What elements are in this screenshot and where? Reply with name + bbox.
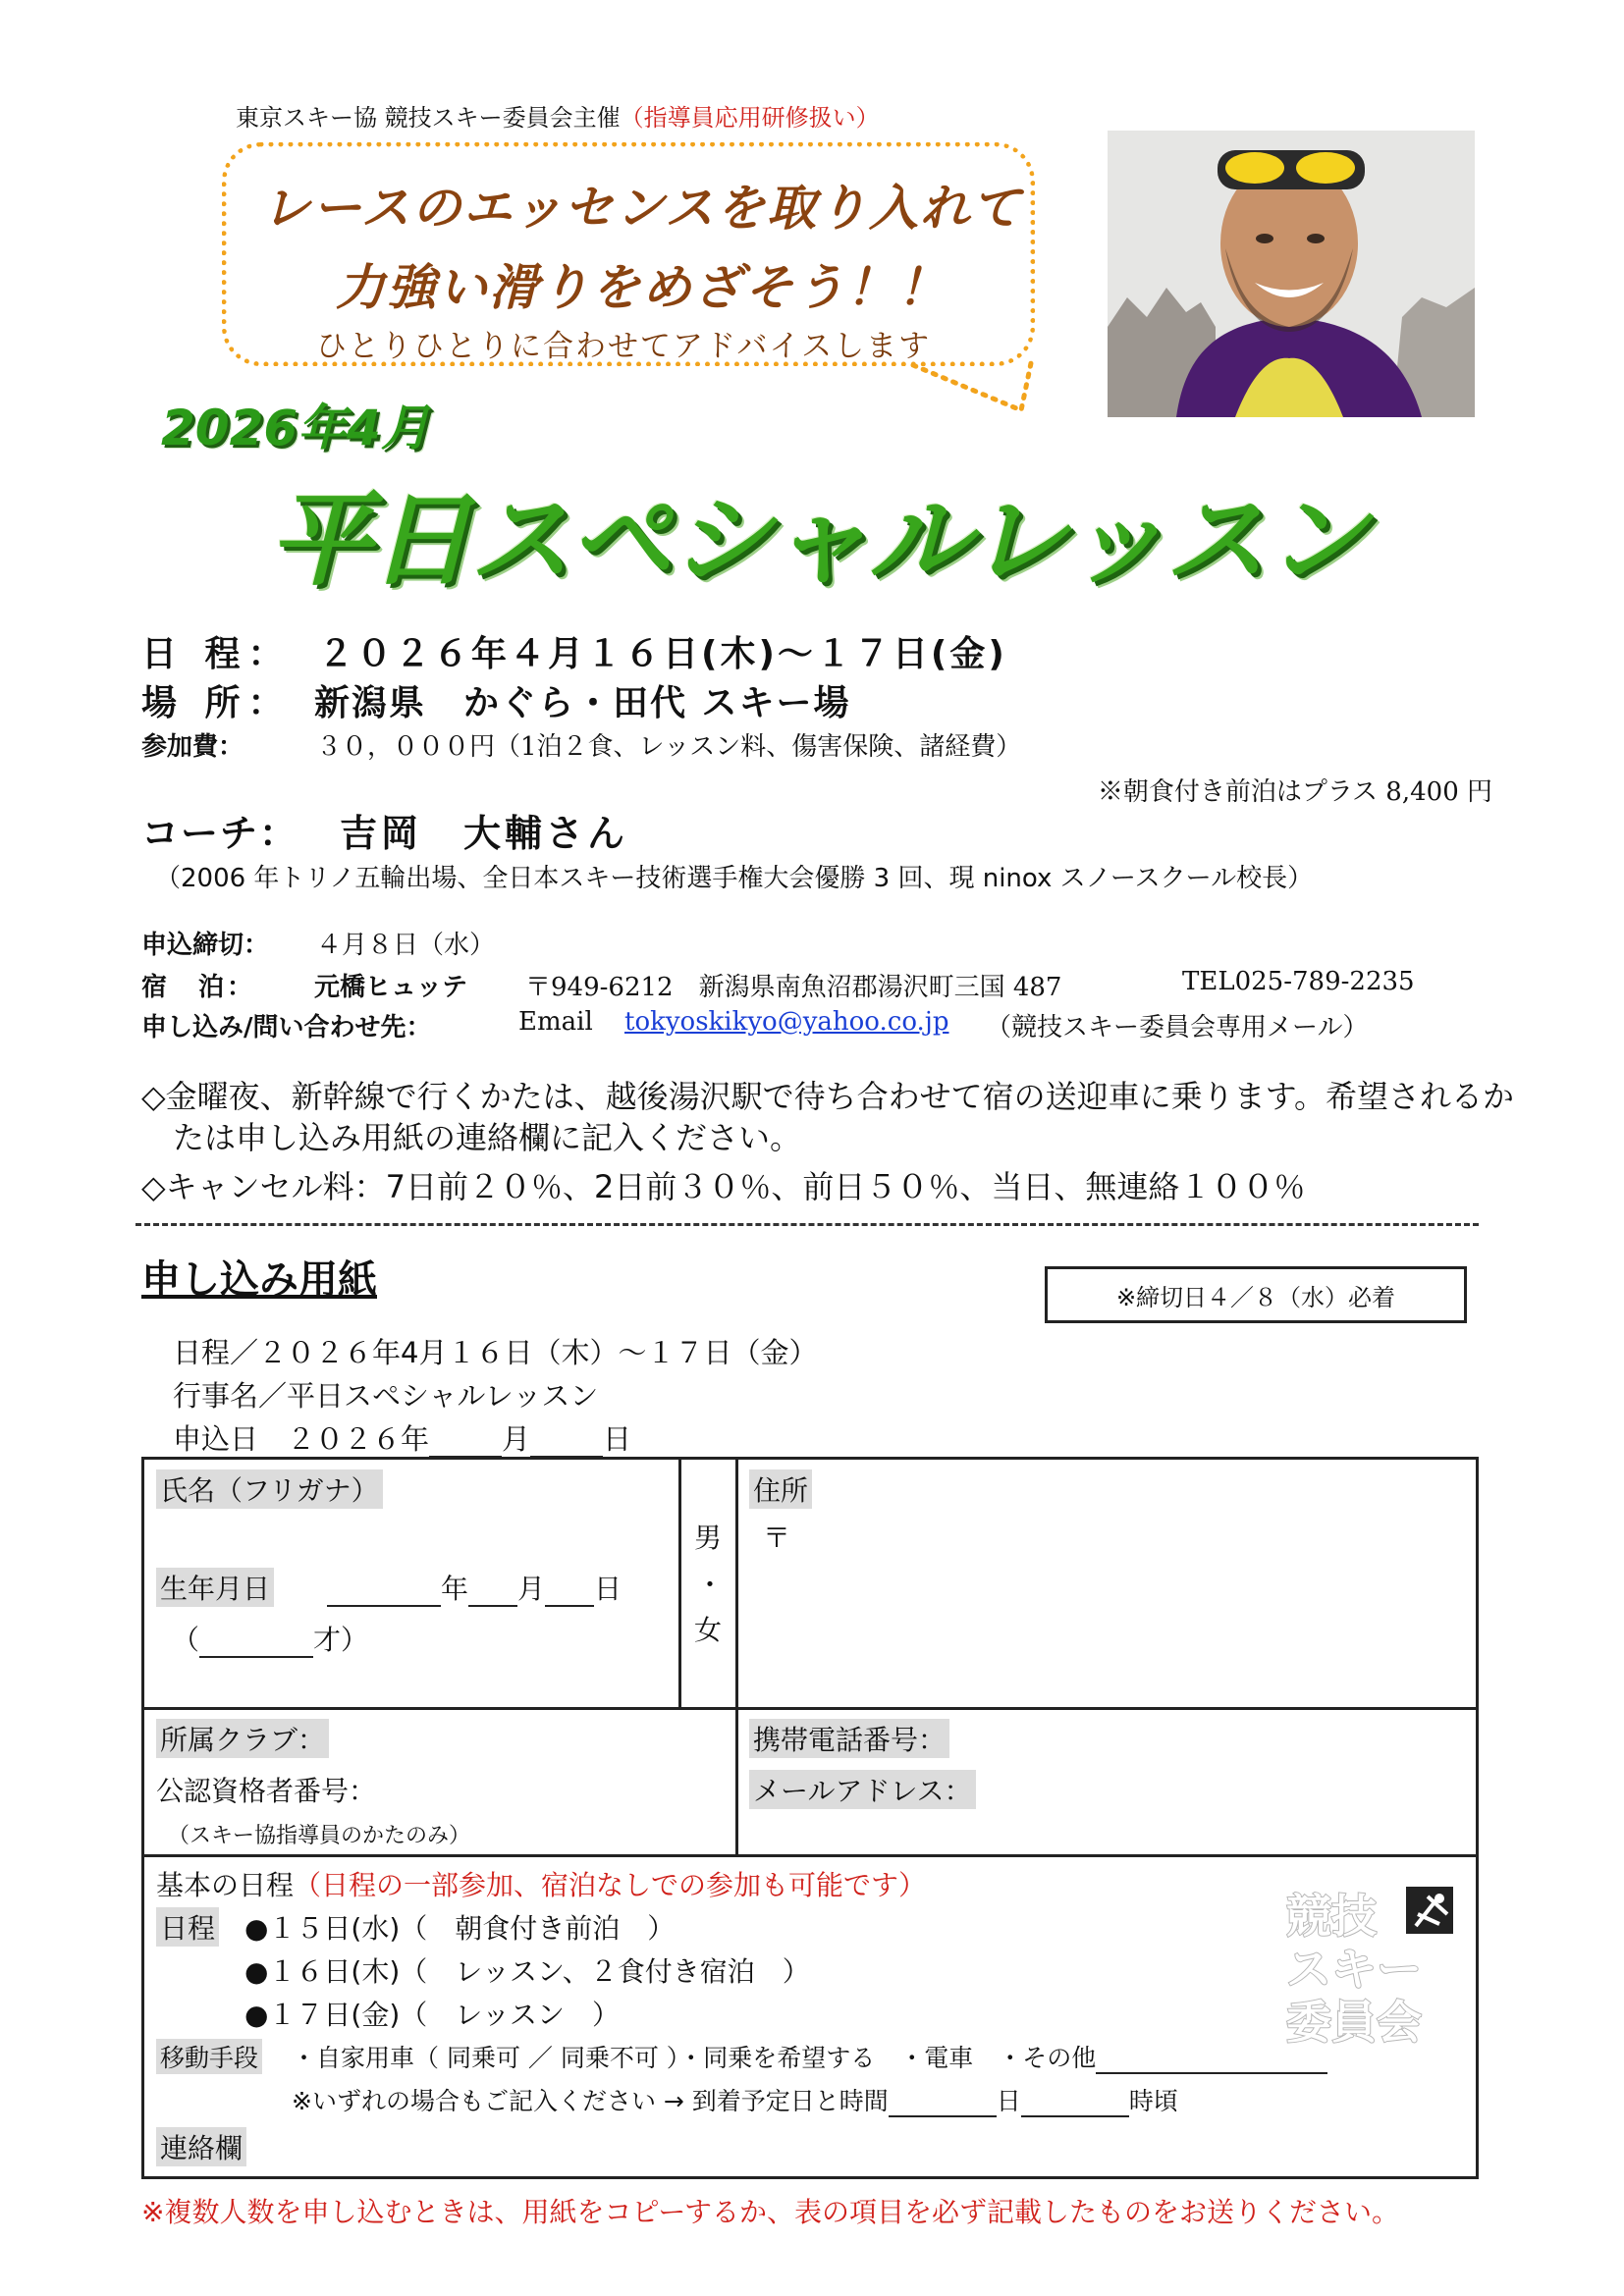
deadline-label: 申込締切： bbox=[141, 931, 270, 960]
schedule-option[interactable]: ●１５日(水)（ 朝食付き前泊 ） bbox=[244, 1912, 676, 1945]
transport-options-text: ・自家用車（ 同乗可 ／ 同乗不可 ）・同乗を希望する ・電車 ・その他 bbox=[292, 2044, 1097, 2072]
birth-day-blank[interactable] bbox=[545, 1579, 594, 1607]
event-title: 平日スペシャルレッスン bbox=[269, 480, 1366, 600]
form-application-date bbox=[173, 1417, 631, 1458]
organizer-text: 東京スキー協 競技スキー委員会主催 bbox=[236, 104, 621, 132]
age-blank[interactable] bbox=[199, 1630, 313, 1658]
appdate-month-blank[interactable] bbox=[429, 1430, 502, 1458]
transport-note: ※いずれの場合もご記入ください → 到着予定日と時間 bbox=[292, 2087, 889, 2115]
cert-note: （スキー協指導員のかたのみ） bbox=[168, 1824, 471, 1848]
name-field-label[interactable]: 氏名（フリガナ） bbox=[156, 1469, 383, 1509]
organizer-note: （指導員応用研修扱い） bbox=[620, 104, 880, 132]
coach-bio: （2006 年トリノ五輪出場、全日本スキー技術選手権大会優勝 3 回、現 ninox スノースクール校長） bbox=[155, 864, 1314, 893]
transport-options[interactable] bbox=[292, 2039, 1327, 2074]
lodging-label: 宿 泊： bbox=[141, 973, 256, 1002]
arrival-day-label: 日 bbox=[996, 2087, 1021, 2115]
form-deadline-box: ※締切日４／８（水）必着 bbox=[1045, 1266, 1467, 1323]
organizer-line bbox=[236, 98, 880, 133]
committee-logo bbox=[1282, 1885, 1459, 2047]
postal-mark: 〒 bbox=[763, 1522, 791, 1554]
lodging-tel: TEL025-789-2235 bbox=[1182, 967, 1415, 996]
dates-label: 日 程： bbox=[141, 634, 292, 674]
headline-line1: レースのエッセンスを取り入れて bbox=[261, 179, 1022, 237]
event-year-month: 2026年4月 bbox=[161, 400, 430, 456]
club-field-label[interactable]: 所属クラブ： bbox=[156, 1719, 329, 1758]
age-open: （ bbox=[172, 1624, 200, 1656]
form-event-line: 行事名／平日スペシャルレッスン bbox=[173, 1379, 599, 1413]
birthdate-blanks[interactable] bbox=[327, 1568, 622, 1607]
lodging-address: 〒949-6212 新潟県南魚沼郡湯沢町三国 487 bbox=[525, 973, 1062, 1002]
notice-train-line1: ◇金曜夜、新幹線で行くかたは、越後湯沢駅で待ち合わせて宿の送迎車に乗ります。希望されるか bbox=[141, 1078, 1515, 1115]
transport-arrival-row[interactable] bbox=[292, 2082, 1178, 2117]
place-value: 新潟県 かぐら・田代 スキー場 bbox=[314, 683, 851, 723]
appdate-day-blank[interactable] bbox=[530, 1430, 603, 1458]
phone-field-label[interactable]: 携帯電話番号： bbox=[749, 1719, 949, 1758]
transport-label: 移動手段 bbox=[156, 2039, 262, 2074]
coach-label: コーチ： bbox=[141, 812, 299, 855]
notice-cancellation: ◇キャンセル料：7日前２０％、2日前３０％、前日５０％、当日、無連絡１００％ bbox=[141, 1168, 1306, 1205]
dates-value: ２０２６年４月１６日(木)～１７日(金) bbox=[318, 634, 1007, 674]
place-label: 場 所： bbox=[141, 683, 292, 723]
arrival-time-blank[interactable] bbox=[1021, 2094, 1129, 2117]
fee-value: ３０，０００円（1泊２食、レッスン料、傷害保険、諸経費） bbox=[316, 732, 1022, 762]
arrival-time-label: 時頃 bbox=[1128, 2087, 1178, 2115]
table-divider bbox=[678, 1460, 681, 1709]
deadline-value: ４月８日（水） bbox=[316, 931, 496, 960]
appdate-prefix: 申込日 ２０２６年 bbox=[173, 1422, 430, 1456]
fee-label: 参加費： bbox=[141, 732, 244, 762]
birth-year-label: 年 bbox=[441, 1573, 469, 1605]
subheadline: ひとりひとりに合わせてアドバイスします bbox=[316, 329, 932, 364]
table-divider bbox=[735, 1460, 738, 1856]
logo-line2: スキー bbox=[1286, 1943, 1422, 1996]
gender-male-option[interactable]: 男 bbox=[694, 1522, 723, 1554]
birth-month-blank[interactable] bbox=[468, 1579, 517, 1607]
age-field[interactable] bbox=[172, 1619, 368, 1658]
cert-number-label[interactable]: 公認資格者番号： bbox=[156, 1775, 377, 1807]
gender-separator: ・ bbox=[696, 1569, 725, 1601]
appdate-day: 日 bbox=[603, 1422, 632, 1456]
schedule-note: （日程の一部参加、宿泊なしでの参加も可能です） bbox=[294, 1869, 927, 1901]
form-title: 申し込み用紙 bbox=[141, 1257, 377, 1303]
birth-year-blank[interactable] bbox=[327, 1579, 441, 1607]
age-suffix: 才） bbox=[313, 1624, 369, 1656]
address-field-label[interactable]: 住所 bbox=[749, 1469, 812, 1509]
table-divider bbox=[144, 1854, 1476, 1857]
gender-female-option[interactable]: 女 bbox=[694, 1614, 723, 1646]
contact-email-link[interactable]: tokyoskikyo@yahoo.co.jp bbox=[624, 1007, 949, 1037]
email-field-label[interactable]: メールアドレス： bbox=[749, 1770, 976, 1809]
fee-note: ※朝食付き前泊はプラス 8,400 円 bbox=[1097, 777, 1492, 807]
cut-line-divider bbox=[135, 1223, 1479, 1226]
contact-label: 申し込み/問い合わせ先： bbox=[141, 1013, 432, 1042]
table-divider bbox=[144, 1707, 1476, 1710]
appdate-month: 月 bbox=[502, 1422, 531, 1456]
schedule-option[interactable]: ●１７日(金)（ レッスン ） bbox=[244, 1999, 621, 2031]
arrival-day-blank[interactable] bbox=[889, 2094, 997, 2117]
schedule-label: 基本の日程 bbox=[156, 1869, 295, 1901]
footer-note: ※複数人数を申し込むときは、用紙をコピーするか、表の項目を必ず記載したものをお送りください。 bbox=[141, 2196, 1399, 2228]
schedule-sub-label: 日程 bbox=[156, 1907, 219, 1947]
headline-line2: 力強い滑りをめざそう！！ bbox=[336, 258, 948, 316]
contact-field-label[interactable]: 連絡欄 bbox=[156, 2127, 246, 2166]
schedule-option[interactable]: ●１６日(木)（ レッスン、２食付き宿泊 ） bbox=[244, 1955, 810, 1988]
coach-name: 吉岡 大輔さん bbox=[340, 812, 629, 855]
birthdate-field-label[interactable]: 生年月日 bbox=[156, 1568, 274, 1607]
schedule-row bbox=[156, 1864, 926, 1903]
notice-train-line2: たは申し込み用紙の連絡欄に記入ください。 bbox=[173, 1119, 802, 1156]
transport-other-blank[interactable] bbox=[1096, 2051, 1327, 2074]
coach-photo bbox=[1108, 131, 1475, 417]
contact-note: （競技スキー委員会専用メール） bbox=[986, 1013, 1369, 1042]
logo-line3: 委員会 bbox=[1286, 1996, 1422, 2047]
application-form-table bbox=[141, 1457, 1479, 2179]
form-dates-line: 日程／２０２６年4月１６日（木）～１７日（金） bbox=[173, 1336, 818, 1369]
birth-day-label: 日 bbox=[594, 1573, 623, 1605]
contact-email-label: Email bbox=[518, 1007, 593, 1037]
birth-month-label: 月 bbox=[517, 1573, 546, 1605]
logo-line1: 競技 bbox=[1286, 1890, 1377, 1943]
lodging-name: 元橋ヒュッテ bbox=[314, 973, 468, 1002]
